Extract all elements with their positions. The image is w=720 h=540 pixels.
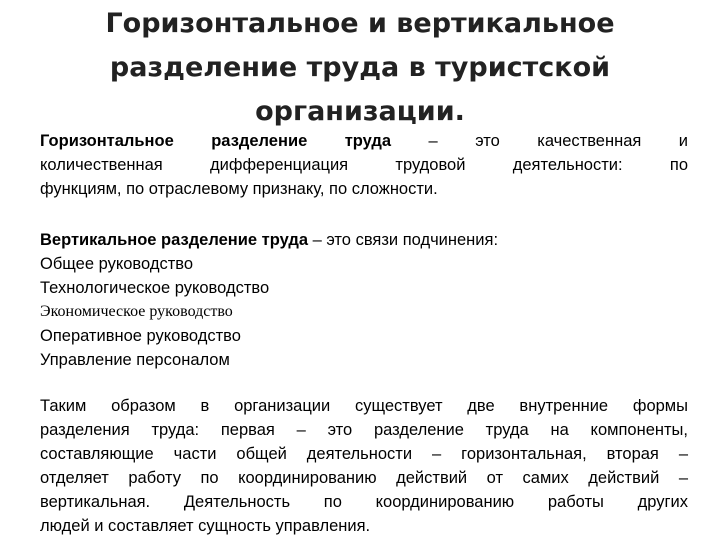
horizontal-division-paragraph [40,129,688,201]
list-item: Управление персоналом [40,351,230,369]
vertical-division-section [40,228,688,372]
conclusion-line: составляющие части общей деятельности – горизонтальная, вторая – [40,445,688,463]
horizontal-line-3: функциям, по отраслевому признаку, по сложности. [40,180,438,198]
conclusion-line: Таким образом в организации существует две внутренние формы [40,397,688,415]
list-item: Технологическое руководство [40,279,270,297]
horizontal-term: Горизонтальное разделение труда [40,132,392,150]
title-line-2: разделение труда в туристской [109,52,611,83]
conclusion-line: разделения труда: первая – это разделение труда на компоненты, [40,421,688,439]
slide-title [40,2,680,134]
conclusion-line: отделяет работу по координированию действий от самих действий – [40,469,688,487]
list-item: Оперативное руководство [40,327,241,345]
horizontal-definition-start: – это качественная и [391,132,688,150]
conclusion-line: людей и составляет сущность управления. [40,517,371,535]
vertical-heading [40,228,688,252]
list-item: Общее руководство [40,255,194,273]
vertical-definition: – это связи подчинения: [308,231,499,249]
conclusion-paragraph [40,394,688,538]
title-line-1: Горизонтальное и вертикальное [105,8,615,39]
list-item: Экономическое руководство [40,303,233,320]
horizontal-line-1 [40,129,688,153]
conclusion-line: вертикальная. Деятельность по координированию работы других [40,493,688,511]
title-line-3: организации. [255,96,465,127]
horizontal-line-2: количественная дифференциация трудовой деятельности: по [40,156,688,174]
vertical-term: Вертикальное разделение труда [40,231,309,249]
